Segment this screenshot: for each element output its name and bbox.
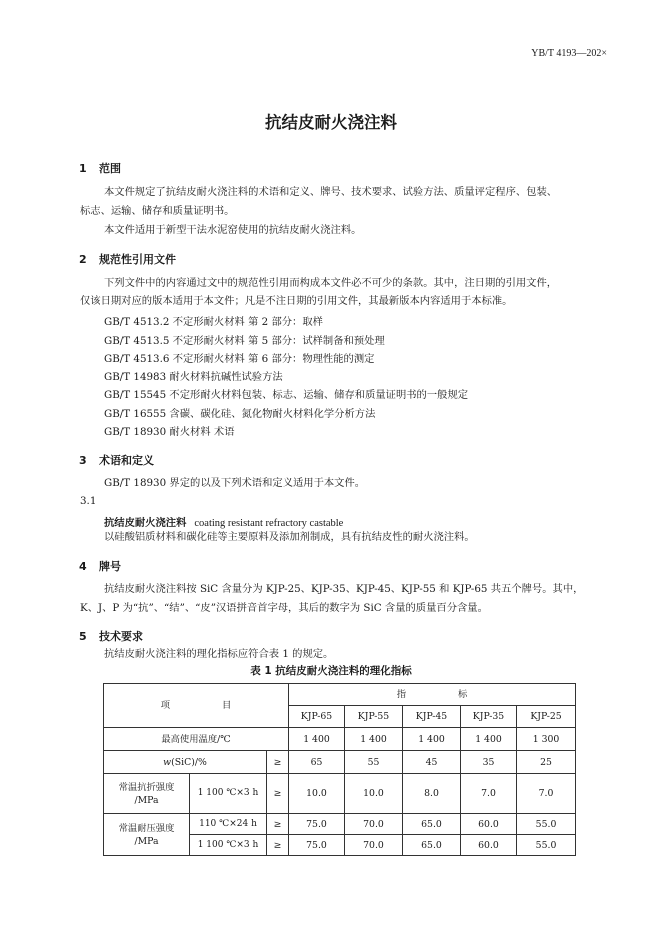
- row-label-line: /MPa: [134, 794, 159, 806]
- index-header-char: 标: [458, 689, 468, 700]
- item-header-char: 目: [222, 700, 232, 711]
- grade-header: KJP-65: [289, 706, 345, 728]
- table-cell: 10.0: [289, 774, 345, 814]
- reference-item: GB/T 4513.5 不定形耐火材料 第 5 部分：试样制备和预处理: [104, 335, 385, 347]
- section-title: 规范性引用文件: [99, 253, 176, 266]
- section-title: 技术要求: [99, 630, 143, 643]
- row-label-flexural: [104, 774, 190, 814]
- table-cell: 1 400: [345, 728, 403, 751]
- table-cell: 75.0: [289, 814, 345, 835]
- row-label-temperature: 最高使用温度/℃: [104, 728, 289, 751]
- reference-item: GB/T 14983 耐火材料抗碱性试验方法: [104, 371, 283, 383]
- row-label-sic: [104, 751, 267, 774]
- row-label-line: 常温抗折强度: [118, 781, 175, 793]
- section-number: 1: [79, 162, 87, 175]
- paragraph-continued: 仅该日期对应的版本适用于本文件；凡是不注日期的引用文件，其最新版本内容适用于本标准。: [80, 295, 513, 307]
- grade-header: KJP-55: [345, 706, 403, 728]
- section-number: 4: [79, 560, 87, 573]
- reference-item: GB/T 15545 不定形耐火材料包装、标志、运输、储存和质量证明书的一般规定: [104, 389, 469, 401]
- section-4-heading: [79, 558, 121, 574]
- row-label-compressive: [104, 814, 190, 856]
- paragraph: 抗结皮耐火浇注料的理化指标应符合表 1 的规定。: [104, 648, 334, 660]
- term-chinese: 抗结皮耐火浇注料: [104, 517, 187, 529]
- paragraph: 下列文件中的内容通过文中的规范性引用而构成本文件必不可少的条款。其中，注日期的引用文件，: [104, 277, 558, 289]
- section-5-heading: [79, 628, 143, 644]
- table-cell: 70.0: [345, 835, 403, 856]
- index-header-cell: [289, 684, 576, 706]
- table-cell: 65.0: [403, 814, 461, 835]
- table-cell: 65: [289, 751, 345, 774]
- operator-cell: ≥: [267, 835, 289, 856]
- section-title: 牌号: [99, 560, 121, 573]
- section-number: 3: [79, 454, 87, 467]
- table-cell: 10.0: [345, 774, 403, 814]
- term-english: coating resistant refractory castable: [194, 518, 344, 529]
- section-number: 2: [79, 253, 87, 266]
- table-cell: 1 400: [289, 728, 345, 751]
- table-cell: 35: [461, 751, 517, 774]
- table-cell: 1 300: [517, 728, 576, 751]
- term-definition: 以硅酸铝质材料和碳化硅等主要原料及添加剂制成，具有抗结皮性的耐火浇注料。: [104, 531, 475, 543]
- table-cell: 55.0: [517, 814, 576, 835]
- table-cell: 7.0: [517, 774, 576, 814]
- grade-header: KJP-45: [403, 706, 461, 728]
- item-header-char: 项: [160, 700, 170, 711]
- term-entry: [104, 511, 343, 530]
- table-cell: 55: [345, 751, 403, 774]
- condition-cell: 1 100 ℃×3 h: [190, 774, 267, 814]
- section-title: 术语和定义: [99, 454, 154, 467]
- subsection-number: 3.1: [80, 495, 97, 507]
- reference-item: GB/T 16555 含碳、碳化硅、氮化物耐火材料化学分析方法: [104, 408, 376, 420]
- table-cell: 75.0: [289, 835, 345, 856]
- document-title: 抗结皮耐火浇注料: [265, 113, 397, 132]
- table-cell: 1 400: [403, 728, 461, 751]
- paragraph-continued: K、J、P 为“抗”、“结”、“皮”汉语拼音首字母，其后的数字为 SiC 含量的质量百分含量。: [80, 602, 488, 614]
- paragraph-continued: 标志、运输、储存和质量证明书。: [80, 205, 235, 217]
- table-cell: 70.0: [345, 814, 403, 835]
- standard-code: YB/T 4193—202×: [531, 48, 607, 59]
- index-header-char: 指: [396, 689, 407, 700]
- operator-cell: ≥: [267, 751, 289, 774]
- row-label-line: /MPa: [134, 835, 159, 847]
- table-caption: 表 1 抗结皮耐火浇注料的理化指标: [250, 665, 412, 677]
- grade-header: KJP-35: [461, 706, 517, 728]
- properties-table: [103, 683, 576, 856]
- mass-fraction-symbol: w: [163, 756, 172, 768]
- reference-item: GB/T 4513.6 不定形耐火材料 第 6 部分：物理性能的测定: [104, 353, 375, 365]
- reference-item: GB/T 4513.2 不定形耐火材料 第 2 部分：取样: [104, 316, 323, 328]
- table-cell: 60.0: [461, 835, 517, 856]
- table-cell: 7.0: [461, 774, 517, 814]
- table-cell: 65.0: [403, 835, 461, 856]
- section-1-heading: [79, 160, 121, 176]
- section-title: 范围: [99, 162, 121, 175]
- operator-cell: ≥: [267, 814, 289, 835]
- paragraph: 本文件适用于新型干法水泥窑使用的抗结皮耐火浇注料。: [104, 224, 362, 236]
- grade-header: KJP-25: [517, 706, 576, 728]
- table-cell: 25: [517, 751, 576, 774]
- reference-item: GB/T 18930 耐火材料 术语: [104, 426, 235, 438]
- operator-cell: ≥: [267, 774, 289, 814]
- table-cell: 45: [403, 751, 461, 774]
- condition-cell: 110 ℃×24 h: [190, 814, 267, 835]
- section-2-heading: [79, 251, 176, 267]
- row-label-text: (SiC)/%: [171, 756, 207, 768]
- table-cell: 55.0: [517, 835, 576, 856]
- item-header-cell: [104, 684, 289, 728]
- row-label-line: 常温耐压强度: [118, 822, 175, 834]
- table-cell: 60.0: [461, 814, 517, 835]
- paragraph: GB/T 18930 界定的以及下列术语和定义适用于本文件。: [104, 477, 366, 489]
- table-cell: 1 400: [461, 728, 517, 751]
- section-3-heading: [79, 452, 154, 468]
- section-number: 5: [79, 630, 87, 643]
- condition-cell: 1 100 ℃×3 h: [190, 835, 267, 856]
- paragraph: 抗结皮耐火浇注料按 SiC 含量分为 KJP-25、KJP-35、KJP-45、KJP-55 和 KJP-65 共五个牌号。其中，: [104, 583, 584, 595]
- paragraph: 本文件规定了抗结皮耐火浇注料的术语和定义、牌号、技术要求、试验方法、质量评定程序、包装、: [104, 186, 558, 198]
- table-cell: 8.0: [403, 774, 461, 814]
